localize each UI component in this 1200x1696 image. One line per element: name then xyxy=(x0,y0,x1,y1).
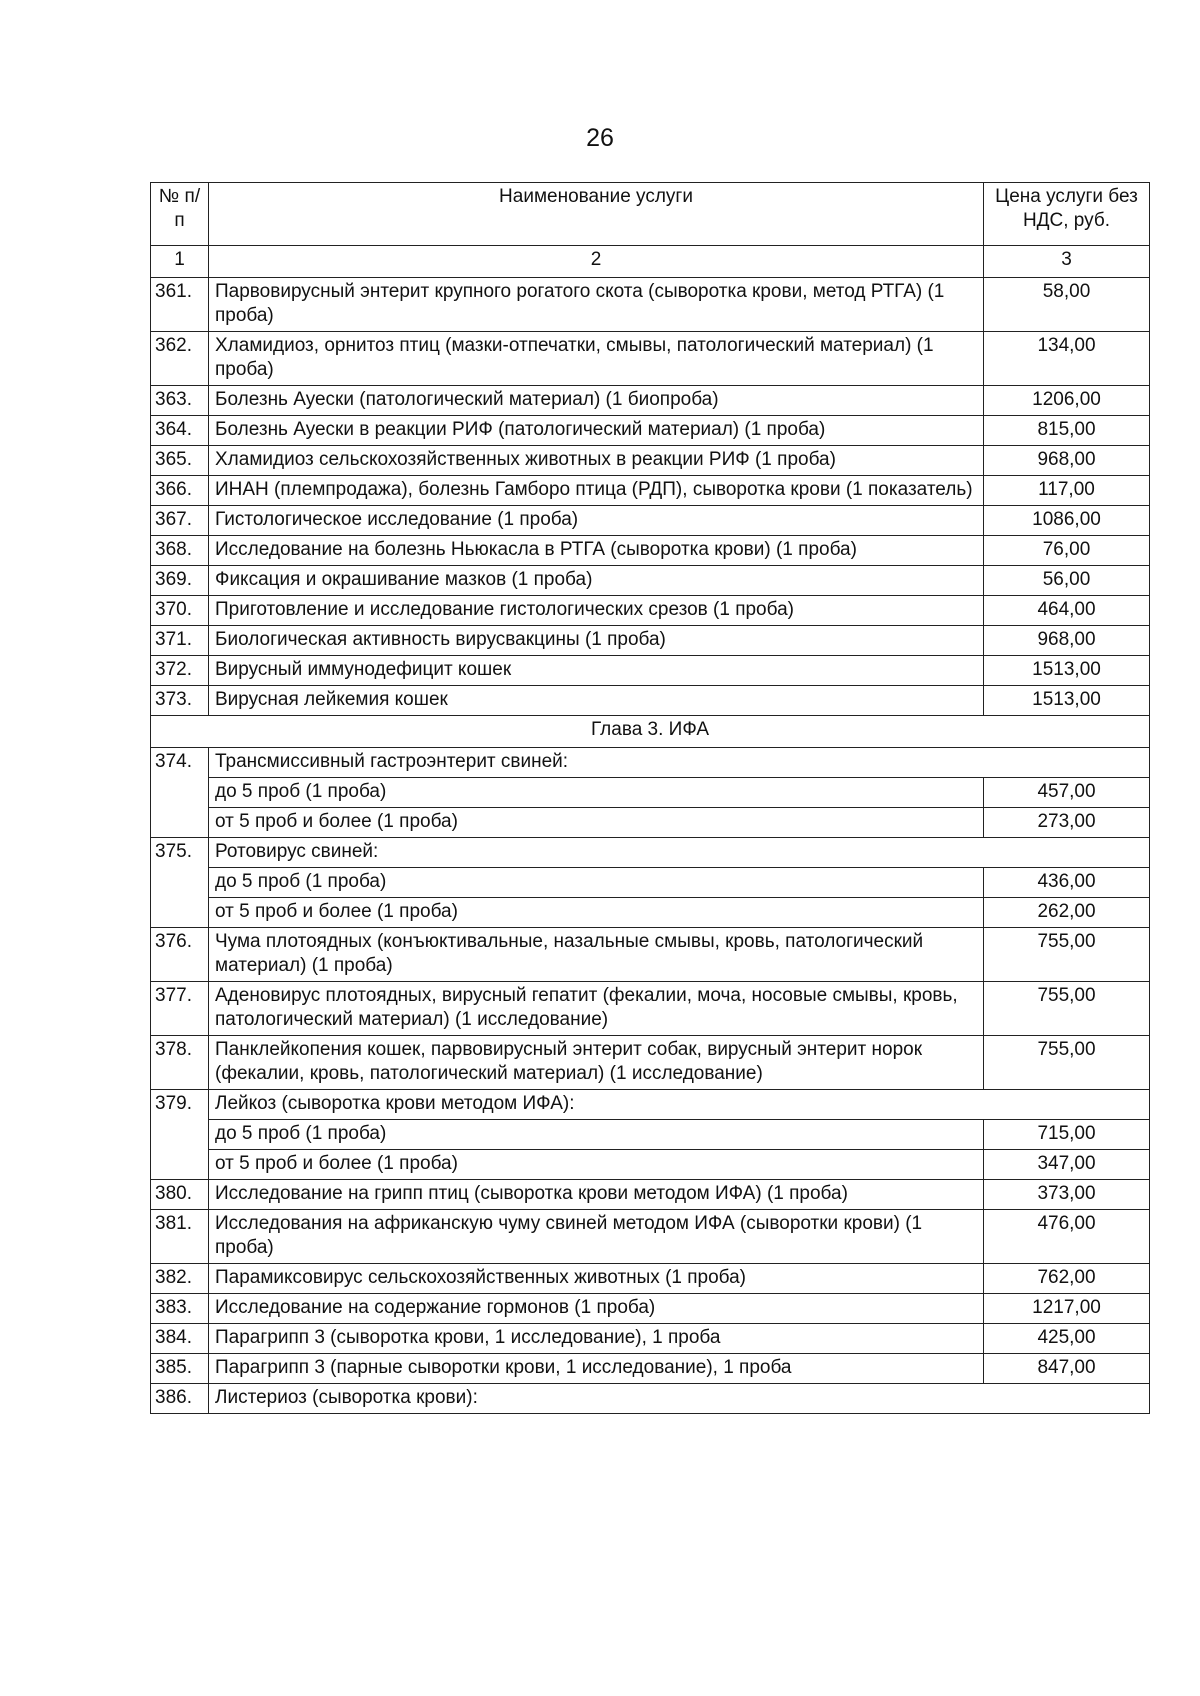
row-number: 371. xyxy=(151,626,209,656)
service-name: ИНАН (племпродажа), болезнь Гамборо птица (РДП), сыворотка крови (1 показатель) xyxy=(209,476,984,506)
service-price: 56,00 xyxy=(984,566,1150,596)
service-name: Исследование на болезнь Ньюкасла в РТГА (сыворотка крови) (1 проба) xyxy=(209,536,984,566)
header-price: Цена услуги без НДС, руб. xyxy=(984,183,1150,246)
service-price: 464,00 xyxy=(984,596,1150,626)
table-row xyxy=(151,1210,1150,1264)
table-subrow xyxy=(151,898,1150,928)
service-name: от 5 проб и более (1 проба) xyxy=(209,1150,984,1180)
table-header-row xyxy=(151,183,1150,246)
table-row xyxy=(151,596,1150,626)
row-number: 369. xyxy=(151,566,209,596)
table-row xyxy=(151,656,1150,686)
service-price: 347,00 xyxy=(984,1150,1150,1180)
row-number: 383. xyxy=(151,1294,209,1324)
column-number-row xyxy=(151,246,1150,278)
service-name: Парагрипп 3 (сыворотка крови, 1 исследование), 1 проба xyxy=(209,1324,984,1354)
service-price: 58,00 xyxy=(984,278,1150,332)
service-name: Парвовирусный энтерит крупного рогатого скота (сыворотка крови, метод РТГА) (1 проба) xyxy=(209,278,984,332)
row-number: 377. xyxy=(151,982,209,1036)
service-price: 1217,00 xyxy=(984,1294,1150,1324)
service-name: Вирусная лейкемия кошек xyxy=(209,686,984,716)
service-name: Гистологическое исследование (1 проба) xyxy=(209,506,984,536)
table-group-row xyxy=(151,748,1150,778)
row-number: 384. xyxy=(151,1324,209,1354)
table-subrow xyxy=(151,1120,1150,1150)
service-price: 425,00 xyxy=(984,1324,1150,1354)
service-name: Приготовление и исследование гистологических срезов (1 проба) xyxy=(209,596,984,626)
table-row xyxy=(151,476,1150,506)
service-name: Болезнь Ауески (патологический материал) (1 биопроба) xyxy=(209,386,984,416)
service-name: до 5 проб (1 проба) xyxy=(209,868,984,898)
row-number: 375. xyxy=(151,838,209,928)
service-name: Исследование на содержание гормонов (1 проба) xyxy=(209,1294,984,1324)
table-row xyxy=(151,386,1150,416)
column-number: 2 xyxy=(209,246,984,278)
column-number: 3 xyxy=(984,246,1150,278)
service-name: Чума плотоядных (конъюктивальные, назальные смывы, кровь, патологический материал) (1 проба) xyxy=(209,928,984,982)
page-number: 26 xyxy=(586,124,614,152)
row-number: 376. xyxy=(151,928,209,982)
service-name: до 5 проб (1 проба) xyxy=(209,778,984,808)
service-price: 715,00 xyxy=(984,1120,1150,1150)
service-name: Хламидиоз, орнитоз птиц (мазки-отпечатки, смывы, патологический материал) (1 проба) xyxy=(209,332,984,386)
row-number: 363. xyxy=(151,386,209,416)
row-number: 364. xyxy=(151,416,209,446)
service-price: 847,00 xyxy=(984,1354,1150,1384)
table-row xyxy=(151,686,1150,716)
table-subrow xyxy=(151,1150,1150,1180)
row-number: 381. xyxy=(151,1210,209,1264)
service-price: 134,00 xyxy=(984,332,1150,386)
chapter-row xyxy=(151,716,1150,748)
service-price: 755,00 xyxy=(984,1036,1150,1090)
header-name: Наименование услуги xyxy=(209,183,984,246)
chapter-title: Глава 3. ИФА xyxy=(151,716,1150,748)
service-price: 117,00 xyxy=(984,476,1150,506)
table-row xyxy=(151,1324,1150,1354)
service-price: 1086,00 xyxy=(984,506,1150,536)
table-row xyxy=(151,1264,1150,1294)
table-row xyxy=(151,506,1150,536)
row-number: 385. xyxy=(151,1354,209,1384)
service-name: Вирусный иммунодефицит кошек xyxy=(209,656,984,686)
service-name: Хламидиоз сельскохозяйственных животных в реакции РИФ (1 проба) xyxy=(209,446,984,476)
row-number: 374. xyxy=(151,748,209,838)
service-price: 1513,00 xyxy=(984,686,1150,716)
row-number: 368. xyxy=(151,536,209,566)
table-row xyxy=(151,416,1150,446)
row-number: 366. xyxy=(151,476,209,506)
group-title: Трансмиссивный гастроэнтерит свиней: xyxy=(209,748,1150,778)
service-name: от 5 проб и более (1 проба) xyxy=(209,898,984,928)
service-price: 273,00 xyxy=(984,808,1150,838)
service-price: 476,00 xyxy=(984,1210,1150,1264)
table-row xyxy=(151,536,1150,566)
table-row xyxy=(151,278,1150,332)
service-price: 755,00 xyxy=(984,982,1150,1036)
group-title: Листериоз (сыворотка крови): xyxy=(209,1384,1150,1414)
table-row xyxy=(151,1180,1150,1210)
table-row xyxy=(151,446,1150,476)
row-number: 372. xyxy=(151,656,209,686)
service-name: Исследования на африканскую чуму свиней методом ИФА (сыворотки крови) (1 проба) xyxy=(209,1210,984,1264)
table-group-row xyxy=(151,1384,1150,1414)
row-number: 365. xyxy=(151,446,209,476)
table-subrow xyxy=(151,778,1150,808)
service-name: Фиксация и окрашивание мазков (1 проба) xyxy=(209,566,984,596)
row-number: 380. xyxy=(151,1180,209,1210)
row-number: 373. xyxy=(151,686,209,716)
table-row xyxy=(151,928,1150,982)
service-name: Парамиксовирус сельскохозяйственных животных (1 проба) xyxy=(209,1264,984,1294)
table-row xyxy=(151,566,1150,596)
service-price: 76,00 xyxy=(984,536,1150,566)
row-number: 382. xyxy=(151,1264,209,1294)
table-row xyxy=(151,332,1150,386)
service-price: 968,00 xyxy=(984,446,1150,476)
group-title: Ротовирус свиней: xyxy=(209,838,1150,868)
table-row xyxy=(151,1294,1150,1324)
service-name: Болезнь Ауески в реакции РИФ (патологический материал) (1 проба) xyxy=(209,416,984,446)
row-number: 361. xyxy=(151,278,209,332)
row-number: 379. xyxy=(151,1090,209,1180)
service-price: 755,00 xyxy=(984,928,1150,982)
table-row xyxy=(151,1354,1150,1384)
table-subrow xyxy=(151,808,1150,838)
service-name: Парагрипп 3 (парные сыворотки крови, 1 исследование), 1 проба xyxy=(209,1354,984,1384)
table-group-row xyxy=(151,838,1150,868)
service-price: 436,00 xyxy=(984,868,1150,898)
service-name: Исследование на грипп птиц (сыворотка крови методом ИФА) (1 проба) xyxy=(209,1180,984,1210)
service-price: 457,00 xyxy=(984,778,1150,808)
service-name: Панклейкопения кошек, парвовирусный энтерит собак, вирусный энтерит норок (фекалии, кровь, патологический материал) (1 исследование) xyxy=(209,1036,984,1090)
service-price: 815,00 xyxy=(984,416,1150,446)
service-price: 1513,00 xyxy=(984,656,1150,686)
row-number: 367. xyxy=(151,506,209,536)
service-price: 762,00 xyxy=(984,1264,1150,1294)
table-row xyxy=(151,1036,1150,1090)
table-row xyxy=(151,626,1150,656)
table-row xyxy=(151,982,1150,1036)
row-number: 386. xyxy=(151,1384,209,1414)
row-number: 362. xyxy=(151,332,209,386)
service-name: Аденовирус плотоядных, вирусный гепатит (фекалии, моча, носовые смывы, кровь, патологический материал) (1 исследование) xyxy=(209,982,984,1036)
service-price: 1206,00 xyxy=(984,386,1150,416)
price-table xyxy=(150,182,1150,1414)
service-price: 373,00 xyxy=(984,1180,1150,1210)
service-price: 262,00 xyxy=(984,898,1150,928)
table-subrow xyxy=(151,868,1150,898)
service-name: до 5 проб (1 проба) xyxy=(209,1120,984,1150)
table-group-row xyxy=(151,1090,1150,1120)
row-number: 370. xyxy=(151,596,209,626)
header-num: № п/п xyxy=(151,183,209,246)
group-title: Лейкоз (сыворотка крови методом ИФА): xyxy=(209,1090,1150,1120)
service-price: 968,00 xyxy=(984,626,1150,656)
service-name: Биологическая активность вирусвакцины (1 проба) xyxy=(209,626,984,656)
column-number: 1 xyxy=(151,246,209,278)
row-number: 378. xyxy=(151,1036,209,1090)
service-name: от 5 проб и более (1 проба) xyxy=(209,808,984,838)
